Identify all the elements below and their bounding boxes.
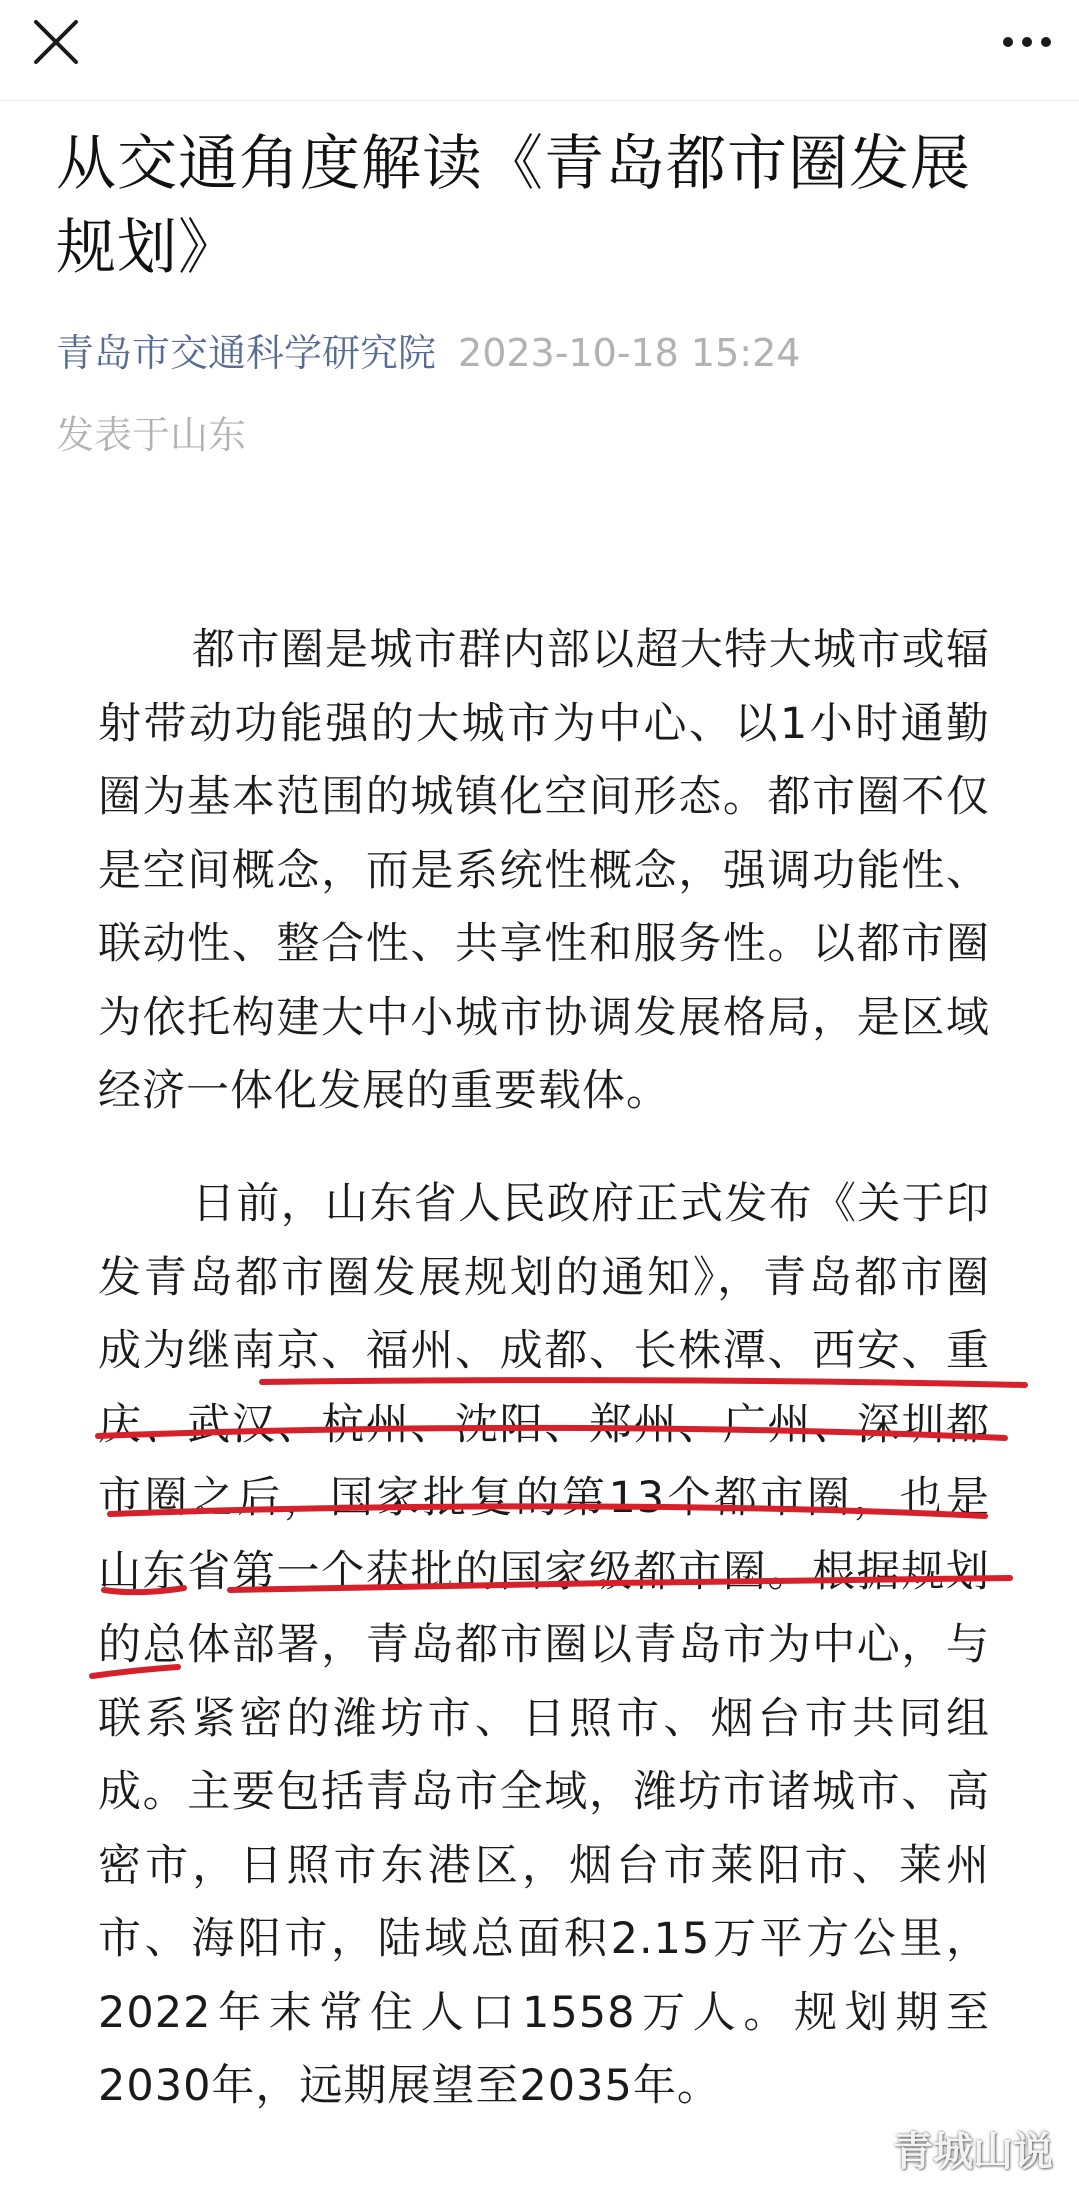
more-icon bbox=[997, 20, 1057, 64]
publish-time: 2023-10-18 15:24 bbox=[458, 331, 801, 375]
top-navigation-bar bbox=[0, 0, 1079, 101]
article-paragraph: 日前，山东省人民政府正式发布《关于印发青岛都市圈发展规划的通知》，青岛都市圈成为继南京、福州、成都、长株潭、西安、重庆、武汉、杭州、沈阳、郑州、广州、深圳都市圈之后，国家批复的第13个都市圈，也是山东省第一个获批的国家级都市圈。根据规划的总体部署，青岛都市圈以青岛市为中心，与联系紧密的潍坊市、日照市、烟台市共同组成。主要包括青岛市全域，潍坊市诸城市、高密市，日照市东港区，烟台市莱阳市、莱州市、海阳市，陆域总面积2.15万平方公里，2022年末常住人口1558万人。规划期至2030年，远期展望至2035年。 bbox=[98, 1179, 990, 2111]
watermark-text: 青城山说 bbox=[893, 2129, 1053, 2175]
close-button[interactable] bbox=[30, 16, 82, 68]
article-meta bbox=[56, 330, 800, 376]
more-options-button[interactable] bbox=[997, 20, 1057, 64]
article-paragraph: 都市圈是城市群内部以超大特大城市或辐射带动功能强的大城市为中心、以1小时通勤圈为基本范围的城镇化空间形态。都市圈不仅是空间概念，而是系统性概念，强调功能性、联动性、整合性、共享性和服务性。以都市圈为依托构建大中小城市协调发展格局，是区域经济一体化发展的重要载体。 bbox=[98, 625, 990, 1116]
article-title: 从交通角度解读《青岛都市圈发展规划》 bbox=[56, 129, 971, 283]
account-name-link[interactable]: 青岛市交通科学研究院 bbox=[56, 331, 437, 375]
publish-location: 发表于山东 bbox=[56, 413, 247, 457]
close-icon bbox=[30, 16, 82, 68]
